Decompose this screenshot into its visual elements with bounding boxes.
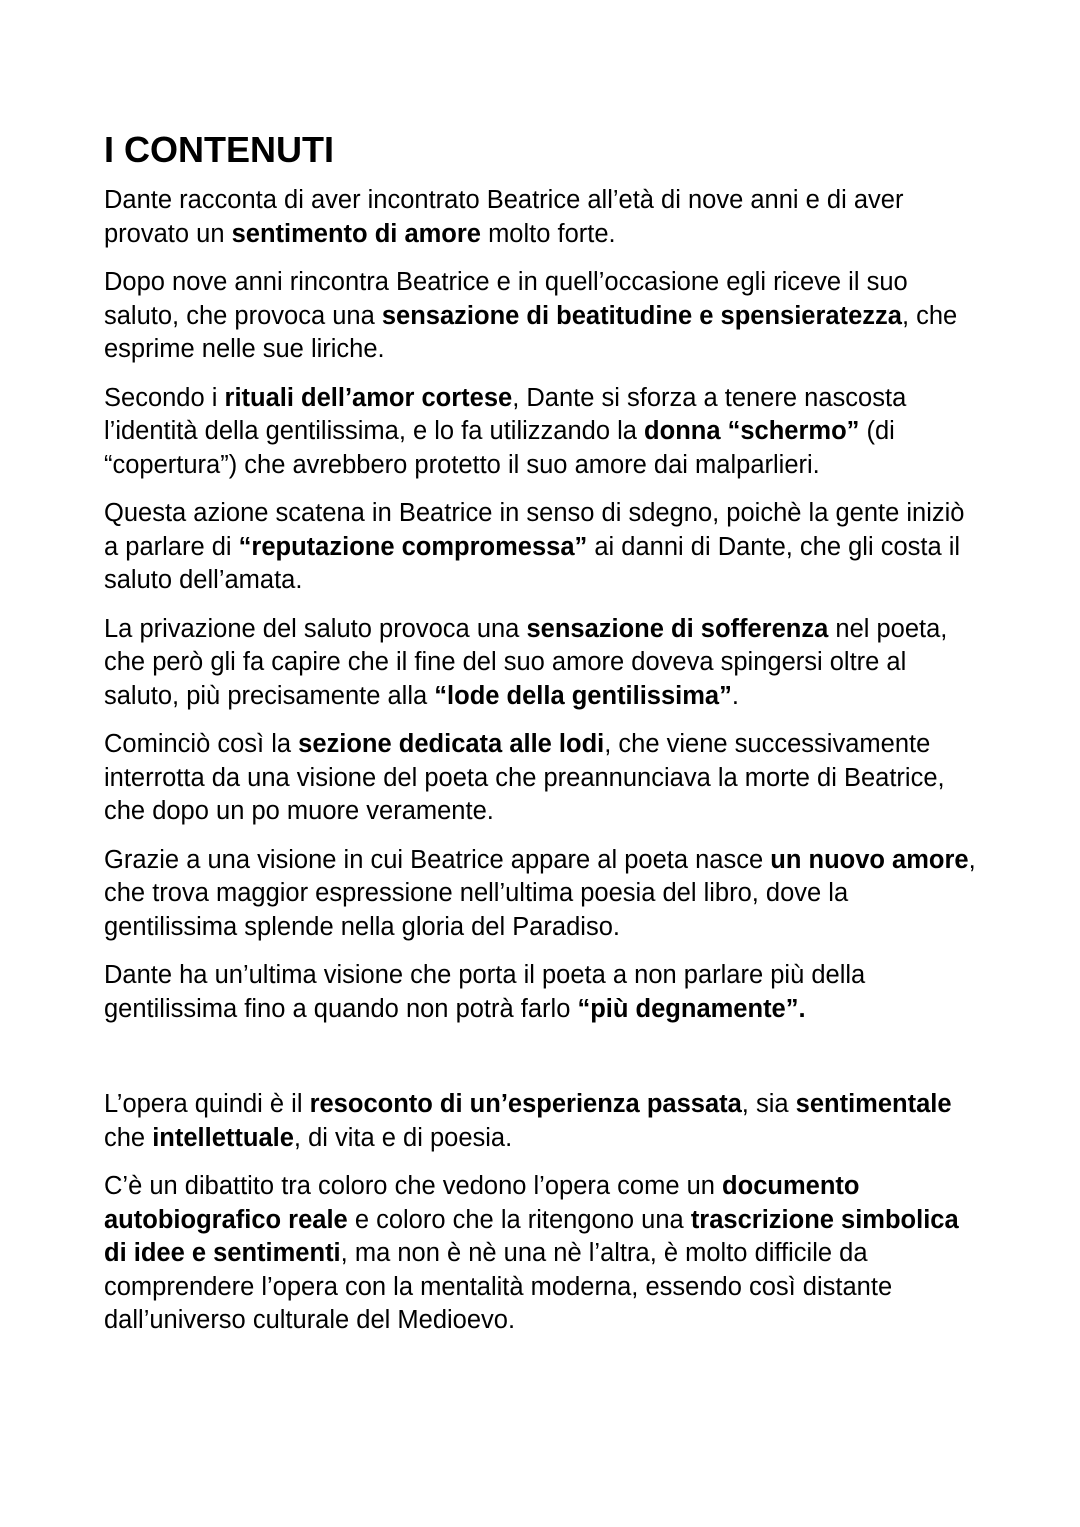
text-run: Questa azione scatena in Beatrice in senso di sdegno, poichè la gente iniziò a parlare di	[104, 499, 965, 561]
bold-text: “lode della gentilissima”	[434, 681, 732, 710]
paragraph	[104, 1170, 984, 1338]
text-run: molto forte.	[480, 219, 616, 248]
text-run: che	[104, 1123, 153, 1152]
paragraph	[104, 613, 984, 714]
text-run: , che esprime nelle sue liriche.	[104, 301, 958, 363]
bold-text: intellettuale	[152, 1123, 294, 1152]
paragraph	[104, 497, 984, 598]
paragraph	[104, 184, 984, 251]
bold-text: “reputazione compromessa”	[238, 532, 588, 561]
paragraph	[104, 1088, 984, 1155]
bold-text: documento autobiografico reale	[104, 1172, 860, 1234]
text-run: La privazione del saluto provoca una	[104, 614, 527, 643]
text-run: , che trova maggior espressione nell’ultima poesia del libro, dove la gentilissima splende nella gloria del Paradiso.	[104, 845, 976, 941]
text-run: Dante ha un’ultima visione che porta il poeta a non parlare più della gentilissima fino a quando non potrà farlo	[104, 961, 866, 1023]
text-run: Grazie a una visione in cui Beatrice appare al poeta nasce	[104, 845, 771, 874]
bold-text: rituali dell’amor cortese	[224, 383, 513, 412]
text-run: C’è un dibattito tra coloro che vedono l’opera come un	[104, 1172, 723, 1200]
paragraph	[104, 844, 984, 945]
document-body	[104, 184, 984, 1338]
text-run: .	[731, 681, 739, 710]
text-run: , di vita e di poesia.	[293, 1123, 513, 1152]
text-run: , ma non è nè una nè l’altra, è molto difficile da comprendere l’opera con la mentalità moderna, essendo così distante dall’universo culturale del Medioevo.	[104, 1239, 893, 1334]
bold-text: trascrizione simbolica di idee e sentimenti	[104, 1205, 959, 1267]
text-run: e coloro che la ritengono una	[347, 1205, 691, 1234]
text-run: Cominciò così la	[104, 730, 299, 758]
bold-text: “più degnamente”.	[577, 994, 806, 1023]
text-run: , che viene successivamente interrotta da una visione del poeta che preannunciava la morte di Beatrice, che dopo un po muore veramente.	[104, 730, 945, 825]
text-run: ai danni di Dante, che gli costa il saluto dell’amata.	[104, 532, 961, 594]
bold-text: resoconto di un’esperienza passata	[309, 1090, 742, 1118]
paragraph	[104, 382, 984, 483]
bold-text: sensazione di beatitudine e spensieratezza	[381, 301, 902, 330]
paragraph	[104, 959, 984, 1026]
text-run: (di “copertura”) che avrebbero protetto il suo amore dai malparlieri.	[104, 417, 895, 479]
bold-text: un nuovo amore	[770, 845, 969, 874]
paragraph	[104, 266, 984, 367]
text-run: , sia	[741, 1090, 796, 1118]
bold-text: sezione dedicata alle lodi	[298, 730, 605, 758]
text-run: L’opera quindi è il	[104, 1090, 310, 1118]
page-title: I CONTENUTI	[104, 129, 334, 170]
document-page	[104, 128, 984, 1353]
bold-text: sensazione di sofferenza	[526, 614, 829, 643]
text-run: nel poeta, che però gli fa capire che il fine del suo amore doveva spingersi oltre al saluto, più precisamente alla	[104, 614, 948, 710]
bold-text: sentimentale	[795, 1090, 952, 1118]
text-run: , Dante si sforza a tenere nascosta l’identità della gentilissima, e lo fa utilizzando la	[104, 383, 907, 445]
bold-text: donna “schermo”	[644, 417, 860, 445]
text-run: Secondo i	[104, 383, 225, 412]
paragraph	[104, 728, 984, 829]
text-run: Dopo nove anni rincontra Beatrice e in quell’occasione egli riceve il suo saluto, che provoca una	[104, 268, 908, 330]
bold-text: sentimento di amore	[231, 219, 481, 248]
text-run: Dante racconta di aver incontrato Beatrice all’età di nove anni e di aver provato un	[104, 186, 904, 248]
